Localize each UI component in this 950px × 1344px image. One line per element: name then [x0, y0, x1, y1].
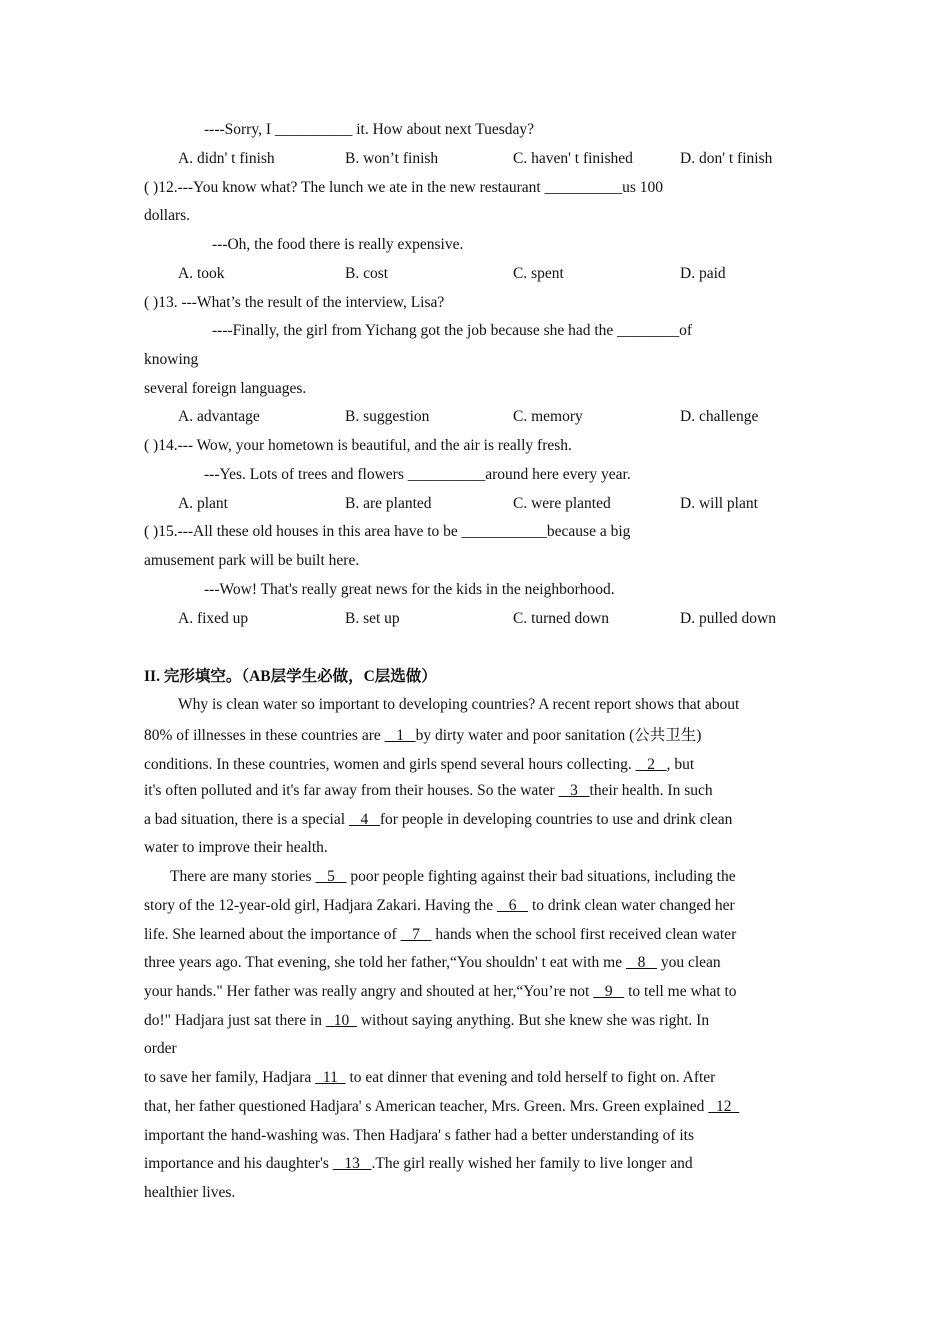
q12-question-cont: dollars. — [144, 207, 191, 224]
passage-text: conditions. In these countries, women and girls spend several hours collecting. — [144, 756, 636, 773]
blank-5[interactable]: 5 — [315, 868, 347, 885]
passage-text: life. She learned about the importance of — [144, 926, 401, 943]
passage-text: their health. In such — [589, 782, 713, 799]
passage-text: that, her father questioned Hadjara' s American teacher, Mrs. Green. Mrs. Green explained — [144, 1098, 709, 1115]
passage-text: by dirty water and poor sanitation (公共卫生) — [415, 727, 702, 744]
q11-option-b: B. won’t finish — [345, 150, 439, 167]
passage-text: .The girl really wished her family to live longer and — [371, 1155, 693, 1172]
blank-10[interactable]: 10 — [325, 1012, 357, 1029]
blank-7[interactable]: 7 — [400, 926, 432, 943]
passage-text: to eat dinner that evening and told herself to fight on. After — [345, 1069, 716, 1086]
passage-text: order — [144, 1040, 177, 1057]
passage-line — [144, 810, 732, 830]
passage-line — [144, 1154, 693, 1174]
q14-question: ( )14.--- Wow, your hometown is beautiful, and the air is really fresh. — [144, 437, 572, 454]
q15-option-b: B. set up — [345, 610, 400, 627]
q13-reply-cont: knowing — [144, 351, 199, 368]
q14-option-b: B. are planted — [345, 495, 432, 512]
passage-line — [144, 755, 694, 775]
passage-text: importance and his daughter's — [144, 1155, 333, 1172]
q13-question: ( )13. ---What’s the result of the interview, Lisa? — [144, 294, 445, 311]
passage-text: healthier lives. — [144, 1184, 236, 1201]
q13-reply: ----Finally, the girl from Yichang got the job because she had the ________of — [212, 322, 693, 339]
q14-option-a: A. plant — [178, 495, 228, 512]
passage-line — [144, 1011, 709, 1031]
q13-option-d: D. challenge — [680, 408, 759, 425]
blank-1[interactable]: 1 — [384, 727, 416, 744]
q11-option-d: D. don' t finish — [680, 150, 773, 167]
q11-option-a: A. didn' t finish — [178, 150, 275, 167]
passage-text: important the hand-washing was. Then Hadjara' s father had a better understanding of its — [144, 1127, 695, 1144]
passage-line — [144, 953, 721, 973]
q12-option-b: B. cost — [345, 265, 389, 282]
passage-text: There are many stories — [170, 868, 316, 885]
q15-reply: ---Wow! That's really great news for the kids in the neighborhood. — [204, 581, 615, 598]
passage-line — [144, 982, 737, 1002]
blank-6[interactable]: 6 — [497, 897, 529, 914]
passage-line — [144, 925, 736, 945]
passage-text: poor people fighting against their bad situations, including the — [346, 868, 736, 885]
passage-line — [170, 867, 736, 887]
q12-question: ( )12.---You know what? The lunch we ate in the new restaurant __________us 100 — [144, 179, 664, 196]
passage-line — [144, 1126, 694, 1146]
blank-3[interactable]: 3 — [558, 782, 590, 799]
passage-text: to tell me what to — [624, 983, 737, 1000]
passage-line — [144, 896, 735, 916]
section-heading: II. 完形填空。（AB层学生必做，C层选做） — [144, 668, 437, 685]
passage-text: water to improve their health. — [144, 839, 328, 856]
blank-4[interactable]: 4 — [348, 811, 380, 828]
passage-text: , but — [666, 756, 695, 773]
passage-text: without saying anything. But she knew she was right. In — [356, 1012, 710, 1029]
blank-8[interactable]: 8 — [625, 954, 657, 971]
passage-line — [144, 781, 713, 801]
q13-option-a: A. advantage — [178, 408, 260, 425]
q14-option-d: D. will plant — [680, 495, 758, 512]
passage-text: do!" Hadjara just sat there in — [144, 1012, 326, 1029]
blank-13[interactable]: 13 — [332, 1155, 372, 1172]
blank-9[interactable]: 9 — [593, 983, 625, 1000]
blank-11[interactable]: 11 — [315, 1069, 346, 1086]
blank-12[interactable]: 12 — [708, 1098, 740, 1115]
passage-text: story of the 12-year-old girl, Hadjara Zakari. Having the — [144, 897, 498, 914]
passage-line — [144, 1097, 739, 1117]
passage-text: three years ago. That evening, she told her father,“You shouldn' t eat with me — [144, 954, 626, 971]
q14-reply: ---Yes. Lots of trees and flowers __________around here every year. — [204, 466, 631, 483]
passage-text: 80% of illnesses in these countries are — [144, 727, 385, 744]
passage-text: a bad situation, there is a special — [144, 811, 349, 828]
q12-reply: ---Oh, the food there is really expensive. — [212, 236, 464, 253]
passage-line — [178, 695, 739, 715]
q15-option-d: D. pulled down — [680, 610, 777, 627]
q11-option-c: C. haven' t finished — [513, 150, 633, 167]
blank-2[interactable]: 2 — [635, 756, 667, 773]
q12-option-a: A. took — [178, 265, 225, 282]
q12-option-d: D. paid — [680, 265, 726, 282]
passage-text: it's often polluted and it's far away from their houses. So the water — [144, 782, 559, 799]
passage-line — [144, 1068, 715, 1088]
passage-text: your hands." Her father was really angry and shouted at her,“You’re not — [144, 983, 594, 1000]
passage-text: to drink clean water changed her — [528, 897, 735, 914]
q13-option-c: C. memory — [513, 408, 583, 425]
passage-line — [144, 1039, 177, 1059]
q15-question-cont: amusement park will be built here. — [144, 552, 360, 569]
q13-reply-cont2: several foreign languages. — [144, 380, 307, 397]
passage-line — [144, 1183, 235, 1203]
q15-question: ( )15.---All these old houses in this area have to be ___________because a big — [144, 523, 631, 540]
passage-text: you clean — [656, 954, 721, 971]
q15-option-c: C. turned down — [513, 610, 610, 627]
q13-option-b: B. suggestion — [345, 408, 430, 425]
passage-text: to save her family, Hadjara — [144, 1069, 316, 1086]
passage-text: for people in developing countries to use and drink clean — [379, 811, 733, 828]
q14-option-c: C. were planted — [513, 495, 611, 512]
passage-text: Why is clean water so important to developing countries? A recent report shows that about — [178, 696, 740, 713]
q12-option-c: C. spent — [513, 265, 564, 282]
passage-line — [144, 726, 701, 746]
q11-reply: ----Sorry, I __________ it. How about next Tuesday? — [204, 121, 535, 138]
q15-option-a: A. fixed up — [178, 610, 249, 627]
passage-line — [144, 838, 328, 858]
passage-text: hands when the school first received clean water — [431, 926, 737, 943]
